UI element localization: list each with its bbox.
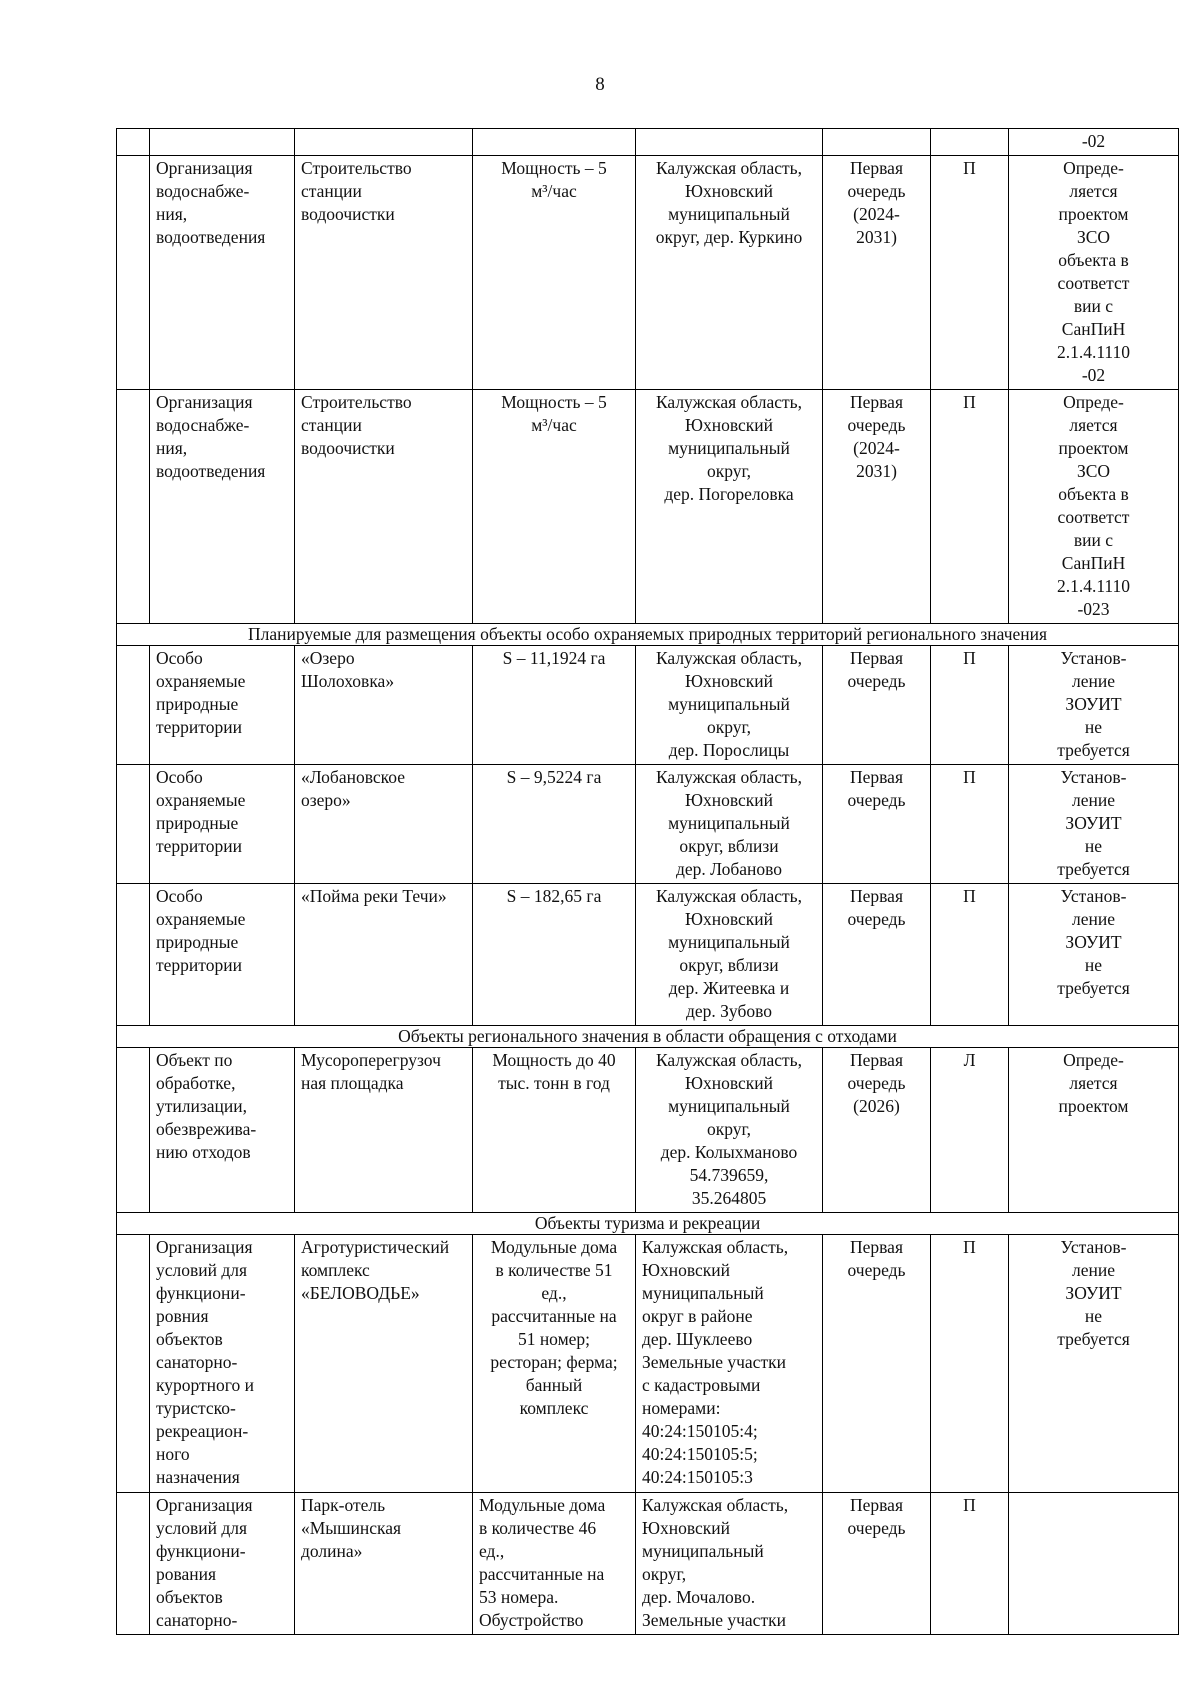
- stage-cell: Первая очередь (2024- 2031): [823, 390, 931, 624]
- row-number-cell: [117, 390, 150, 624]
- status-cell: П: [931, 390, 1009, 624]
- location-cell: Калужская область, Юхновский муниципальный округ, дер. Колыхманово 54.739659, 35.264805: [636, 1048, 823, 1213]
- zone-cell: Установ- ление ЗОУИТ не требуется: [1009, 646, 1179, 765]
- location-cell: Калужская область, Юхновский муниципальный округ, дер. Мочалово. Земельные участки: [636, 1493, 823, 1635]
- purpose-cell: Объект по обработке, утилизации, обезврежива- нию отходов: [150, 1048, 295, 1213]
- row-number-cell: [117, 1048, 150, 1213]
- table-row: [117, 1048, 1179, 1213]
- purpose-cell: Организация условий для функциони- ровния объектов санаторно- курортного и туристско- рекреацион- ного назначения: [150, 1235, 295, 1493]
- object-name-cell: «Пойма реки Течи»: [295, 884, 473, 1026]
- zone-cell: Опреде- ляется проектом: [1009, 1048, 1179, 1213]
- purpose-cell: Организация условий для функциони- рования объектов санаторно-: [150, 1493, 295, 1635]
- purpose-cell: Особо охраняемые природные территории: [150, 646, 295, 765]
- table-row: [117, 884, 1179, 1026]
- purpose-cell: Особо охраняемые природные территории: [150, 884, 295, 1026]
- stage-cell: Первая очередь (2026): [823, 1048, 931, 1213]
- stage-cell: Первая очередь: [823, 646, 931, 765]
- section-title: Объекты туризма и рекреации: [117, 1213, 1179, 1235]
- table-row: [117, 1235, 1179, 1493]
- zone-cell: -02: [1009, 129, 1179, 156]
- object-name-cell: «Лобановское озеро»: [295, 765, 473, 884]
- location-cell: Калужская область, Юхновский муниципальный округ, вблизи дер. Лобаново: [636, 765, 823, 884]
- capacity-cell: S – 182,65 га: [473, 884, 636, 1026]
- zone-cell: Установ- ление ЗОУИТ не требуется: [1009, 765, 1179, 884]
- location-cell: Калужская область, Юхновский муниципальный округ, дер. Погореловка: [636, 390, 823, 624]
- table-row: [117, 646, 1179, 765]
- object-name-cell: Строительство станции водоочистки: [295, 156, 473, 390]
- status-cell: П: [931, 1493, 1009, 1635]
- zone-cell: [1009, 1493, 1179, 1635]
- object-name-cell: Агротуристический комплекс «БЕЛОВОДЬЕ»: [295, 1235, 473, 1493]
- stage-cell: Первая очередь: [823, 884, 931, 1026]
- stage-cell: Первая очередь: [823, 1493, 931, 1635]
- row-number-cell: [117, 646, 150, 765]
- capacity-cell: S – 11,1924 га: [473, 646, 636, 765]
- status-cell: П: [931, 884, 1009, 1026]
- zone-cell: Опреде- ляется проектом ЗСО объекта в соответст вии с СанПиН 2.1.4.1110 -02: [1009, 156, 1179, 390]
- status-cell: П: [931, 765, 1009, 884]
- purpose-cell: Организация водоснабже- ния, водоотведения: [150, 390, 295, 624]
- status-cell: П: [931, 646, 1009, 765]
- table-row: [117, 765, 1179, 884]
- table-row: [117, 156, 1179, 390]
- status-cell: Л: [931, 1048, 1009, 1213]
- section-header-protected: [117, 624, 1179, 646]
- capacity-cell: Мощность – 5 м³/час: [473, 390, 636, 624]
- planned-objects-table: [116, 128, 1179, 1635]
- object-name-cell: Мусороперегрузоч ная площадка: [295, 1048, 473, 1213]
- status-cell: П: [931, 156, 1009, 390]
- section-header-tourism: [117, 1213, 1179, 1235]
- section-title: Планируемые для размещения объекты особо охраняемых природных территорий регионального значения: [117, 624, 1179, 646]
- capacity-cell: Модульные дома в количестве 51 ед., рассчитанные на 51 номер; ресторан; ферма; банный комплекс: [473, 1235, 636, 1493]
- row-number-cell: [117, 129, 150, 156]
- row-number-cell: [117, 156, 150, 390]
- status-cell: П: [931, 1235, 1009, 1493]
- stage-cell: Первая очередь (2024- 2031): [823, 156, 931, 390]
- object-name-cell: Парк-отель «Мышинская долина»: [295, 1493, 473, 1635]
- stage-cell: Первая очередь: [823, 1235, 931, 1493]
- section-header-waste: [117, 1026, 1179, 1048]
- location-cell: Калужская область, Юхновский муниципальный округ, дер. Куркино: [636, 156, 823, 390]
- zone-cell: Установ- ление ЗОУИТ не требуется: [1009, 884, 1179, 1026]
- row-number-cell: [117, 765, 150, 884]
- capacity-cell: Мощность до 40 тыс. тонн в год: [473, 1048, 636, 1213]
- location-cell: Калужская область, Юхновский муниципальный округ, вблизи дер. Житеевка и дер. Зубово: [636, 884, 823, 1026]
- table-row: [117, 390, 1179, 624]
- purpose-cell: Организация водоснабже- ния, водоотведения: [150, 156, 295, 390]
- capacity-cell: Мощность – 5 м³/час: [473, 156, 636, 390]
- object-name-cell: «Озеро Шолоховка»: [295, 646, 473, 765]
- section-title: Объекты регионального значения в области обращения с отходами: [117, 1026, 1179, 1048]
- purpose-cell: Особо охраняемые природные территории: [150, 765, 295, 884]
- location-cell: Калужская область, Юхновский муниципальный округ в районе дер. Шуклеево Земельные участки с кадастровыми номерами: 40:24:150105:4; 40:24:150105:5; 40:24:150105:3: [636, 1235, 823, 1493]
- row-number-cell: [117, 1493, 150, 1635]
- zone-cell: Опреде- ляется проектом ЗСО объекта в соответст вии с СанПиН 2.1.4.1110 -023: [1009, 390, 1179, 624]
- object-name-cell: Строительство станции водоочистки: [295, 390, 473, 624]
- zone-cell: Установ- ление ЗОУИТ не требуется: [1009, 1235, 1179, 1493]
- capacity-cell: S – 9,5224 га: [473, 765, 636, 884]
- row-number-cell: [117, 884, 150, 1026]
- stage-cell: Первая очередь: [823, 765, 931, 884]
- table-row: [117, 1493, 1179, 1635]
- capacity-cell: Модульные дома в количестве 46 ед., рассчитанные на 53 номера. Обустройство: [473, 1493, 636, 1635]
- row-number-cell: [117, 1235, 150, 1493]
- table-row-continuation: [117, 129, 1179, 156]
- location-cell: Калужская область, Юхновский муниципальный округ, дер. Порослицы: [636, 646, 823, 765]
- page-number: 8: [595, 74, 605, 95]
